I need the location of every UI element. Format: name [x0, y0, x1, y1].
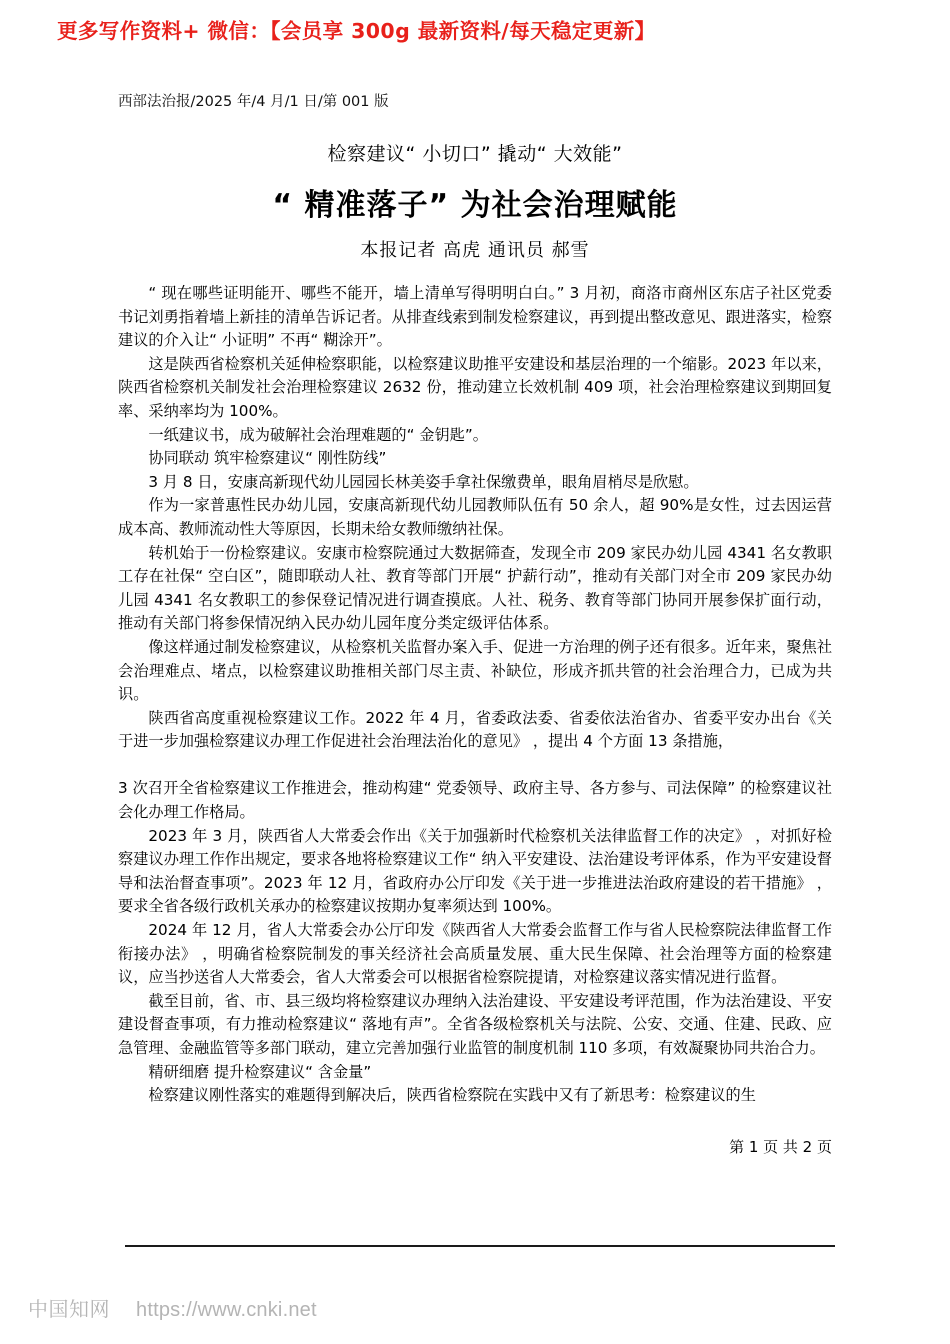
body-paragraph: 一纸建议书，成为破解社会治理难题的“ 金钥匙”。 — [148, 425, 488, 444]
body-subheading: 精研细磨 提升检察建议“ 含金量” — [148, 1062, 372, 1081]
cnki-watermark-name: 中国知网 — [28, 1297, 110, 1321]
article-byline: 本报记者 高虎 通讯员 郝雪 — [360, 240, 590, 261]
article-body — [118, 282, 832, 1108]
body-paragraph: 这是陕西省检察机关延伸检察职能，以检察建议助推平安建设和基层治理的一个缩影。2023 年以来，陕西省检察机关制发社会治理检察建议 2632 份，推动建立长效机制 409 项，社会治理检察建议到期回复率、采纳率均为 100%。 — [118, 354, 832, 420]
body-paragraph: “ 现在哪些证明能开、哪些不能开，墙上清单写得明明白白。” 3 月初，商洛市商州区东店子社区党委书记刘勇指着墙上新挂的清单告诉记者。从排查线索到制发检察建议，再到提出整改意见、跟进落实，检察建议的介入让“ 小证明” 不再“ 糊涂开”。 — [118, 284, 832, 350]
footer-divider-rule — [125, 1245, 835, 1247]
body-paragraph-continued: 3 次召开全省检察建议工作推进会，推动构建“ 党委领导、政府主导、各方参与、司法保障” 的检察建议社会化办理工作格局。 — [118, 779, 832, 822]
body-paragraph: 陕西省高度重视检察建议工作。2022 年 4 月，省委政法委、省委依法治省办、省委平安办出台《关于进一步加强检察建议办理工作促进社会治理法治化的意见》 ，提出 4 个方面 13 条措施， — [118, 708, 832, 751]
body-paragraph: 检察建议刚性落实的难题得到解决后，陕西省检察院在实践中又有了新思考：检察建议的生 — [148, 1086, 756, 1105]
page-title: “ 精准落子” 为社会治理赋能 — [272, 188, 678, 223]
promo-banner: 更多写作资料+ 微信：【会员享 300g 最新资料/每天稳定更新】 — [57, 19, 656, 43]
article-kicker: 检察建议“ 小切口” 撬动“ 大效能” — [327, 143, 623, 165]
cnki-watermark — [28, 1293, 317, 1322]
masthead-source-line: 西部法治报/2025 年/4 月/1 日/第 001 版 — [118, 94, 389, 110]
body-paragraph: 像这样通过制发检察建议，从检察机关监督办案入手、促进一方治理的例子还有很多。近年来，聚焦社会治理难点、堵点，以检察建议助推相关部门尽主责、补缺位，形成齐抓共管的社会治理合力，已成为共识。 — [118, 637, 832, 704]
cnki-watermark-url: https://www.cnki.net — [136, 1299, 317, 1321]
page-number-footer: 第 1 页 共 2 页 — [729, 1138, 832, 1156]
body-subheading: 协同联动 筑牢检察建议“ 刚性防线” — [148, 449, 387, 468]
body-paragraph: 截至目前，省、市、县三级均将检察建议办理纳入法治建设、平安建设考评范围，作为法治建设、平安建设督查事项，有力推动检察建议“ 落地有声”。全省各级检察机关与法院、公安、交通、住建、民政、应急管理、金融监管等多部门联动，建立完善加强行业监管的制度机制 110 多项，有效凝聚协同共治合力。 — [118, 991, 832, 1057]
body-paragraph: 3 月 8 日，安康高新现代幼儿园园长林美姿手拿社保缴费单，眼角眉梢尽是欣慰。 — [148, 472, 699, 491]
body-paragraph: 转机始于一份检察建议。安康市检察院通过大数据筛查，发现全市 209 家民办幼儿园 4341 名女教职工存在社保“ 空白区”，随即联动人社、教育等部门开展“ 护薪行动”，推动有关部门对全市 209 家民办幼儿园 4341 名女教职工的参保登记情况进行调查摸底。人社、税务、教育等部门协同开展参保扩面行动，推动有关部门将参保情况纳入民办幼儿园年度分类定级评估体系。 — [118, 543, 832, 633]
body-paragraph: 2023 年 3 月，陕西省人大常委会作出《关于加强新时代检察机关法律监督工作的决定》 ，对抓好检察建议办理工作作出规定，要求各地将检察建议工作“ 纳入平安建设、法治建设考评体系，作为平安建设督导和法治督查事项”。2023 年 12 月，省政府办公厅印发《关于进一步推进法治政府建设的若干措施》 ，要求全省各级行政机关承办的检察建议按期办复率须达到 100%。 — [118, 826, 832, 916]
body-paragraph: 作为一家普惠性民办幼儿园，安康高新现代幼儿园教师队伍有 50 余人，超 90%是女性，过去因运营成本高、教师流动性大等原因，长期未给女教师缴纳社保。 — [118, 496, 832, 538]
body-paragraph: 2024 年 12 月，省人大常委会办公厅印发《陕西省人大常委会监督工作与省人民检察院法律监督工作衔接办法》 ，明确省检察院制发的事关经济社会高质量发展、重大民生保障、社会治理等方面的检察建议，应当抄送省人大常委会，省人大常委会可以根据省检察院提请，对检察建议落实情况进行监督。 — [118, 921, 832, 987]
